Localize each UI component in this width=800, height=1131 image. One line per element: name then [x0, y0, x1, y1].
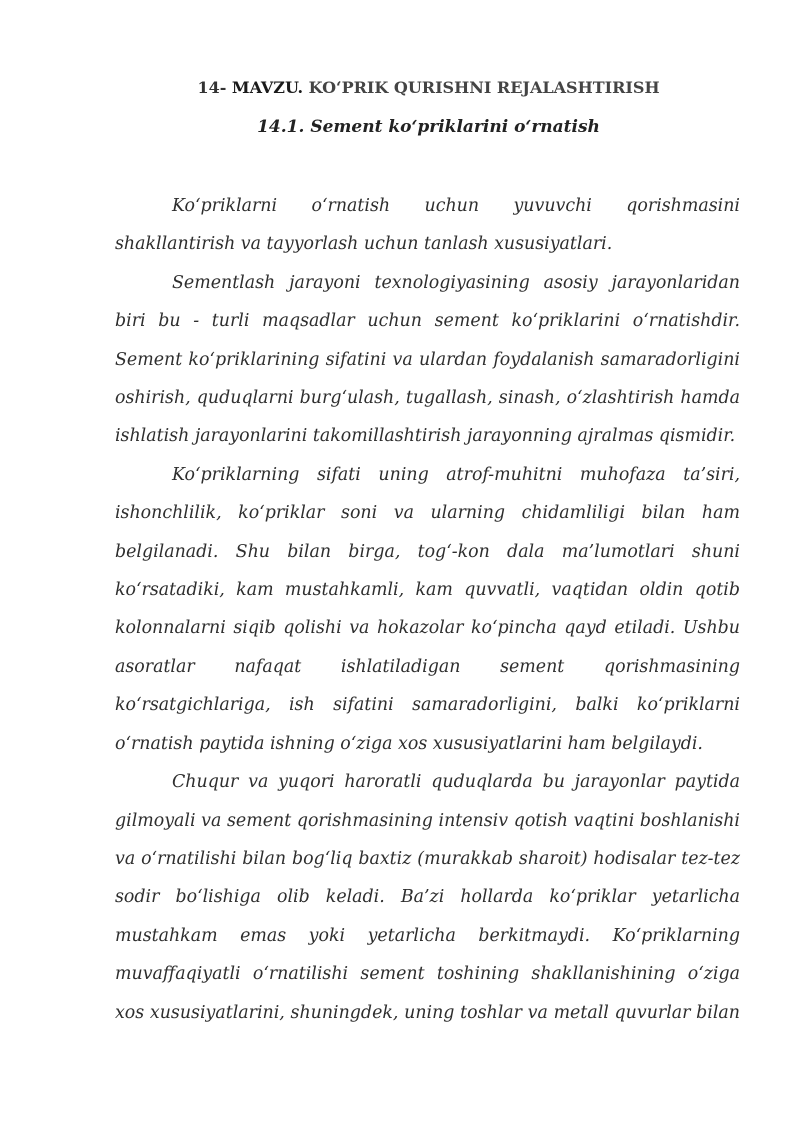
topic-heading [0, 78, 800, 97]
topic-number: 14- [197, 78, 227, 97]
paragraph-1: Ko‘priklarni o‘rnatish uchun yuvuvchi qorishmasini shakllantirish va tayyorlash uchun tanlash xususiyatlari. [115, 196, 740, 255]
topic-label: MAVZU. [231, 78, 304, 97]
paragraph-2: Sementlash jarayoni texnologiyasining asosiy jarayonlaridan biri bu - turli maqsadlar uchun sement ko‘priklarini o‘rnatishdir. Sement ko‘priklarining sifatini va ulardan foydalanish samaradorligini oshirish, quduqlarni burg‘ulash, tugallash, sinash, o‘zlashtirish hamda ishlatish jarayonlarini takomillashtirish jarayonning ajralmas qismidir. [115, 272, 740, 447]
document-body [115, 187, 740, 1032]
section-subtitle: 14.1. Sement ko‘priklarini o‘rnatish [257, 117, 600, 137]
paragraph-4: Chuqur va yuqori haroratli quduqlarda bu jarayonlar paytida gilmoyali va sement qorishmasining intensiv qotish vaqtini boshlanishi va o‘rnatilishi bilan bog‘liq baxtiz (murakkab sharoit) hodisalar tez-tez sodir bo‘lishiga olib keladi. Ba’zi hollarda ko‘priklar yetarlicha mustahkam emas yoki yetarlicha berkitmaydi. Ko‘priklarning muvaffaqiyatli o‘rnatilishi sement toshining shakllanishining o‘ziga xos xususiyatlarini, shuningdek, uning toshlar va metall quvurlar bilan [115, 772, 740, 1023]
topic-title: KO‘PRIK QURISHNI REJALASHTIRISH [308, 78, 660, 97]
paragraph-3: Ko‘priklarning sifati uning atrof-muhitni muhofaza ta’siri, ishonchlilik, ko‘priklar soni va ularning chidamliligi bilan ham belgilanadi. Shu bilan birga, tog‘-kon dala ma’lumotlari shuni ko‘rsatadiki, kam mustahkamli, kam quvvatli, vaqtidan oldin qotib kolonnalarni siqib qolishi va hokazolar ko‘pincha qayd etiladi. Ushbu asoratlar nafaqat ishlatiladigan sement qorishmasining ko‘rsatgichlariga, ish sifatini samaradorligini, balki ko‘priklarni o‘rnatish paytida ishning o‘ziga xos xususiyatlarini ham belgilaydi. [115, 464, 740, 754]
